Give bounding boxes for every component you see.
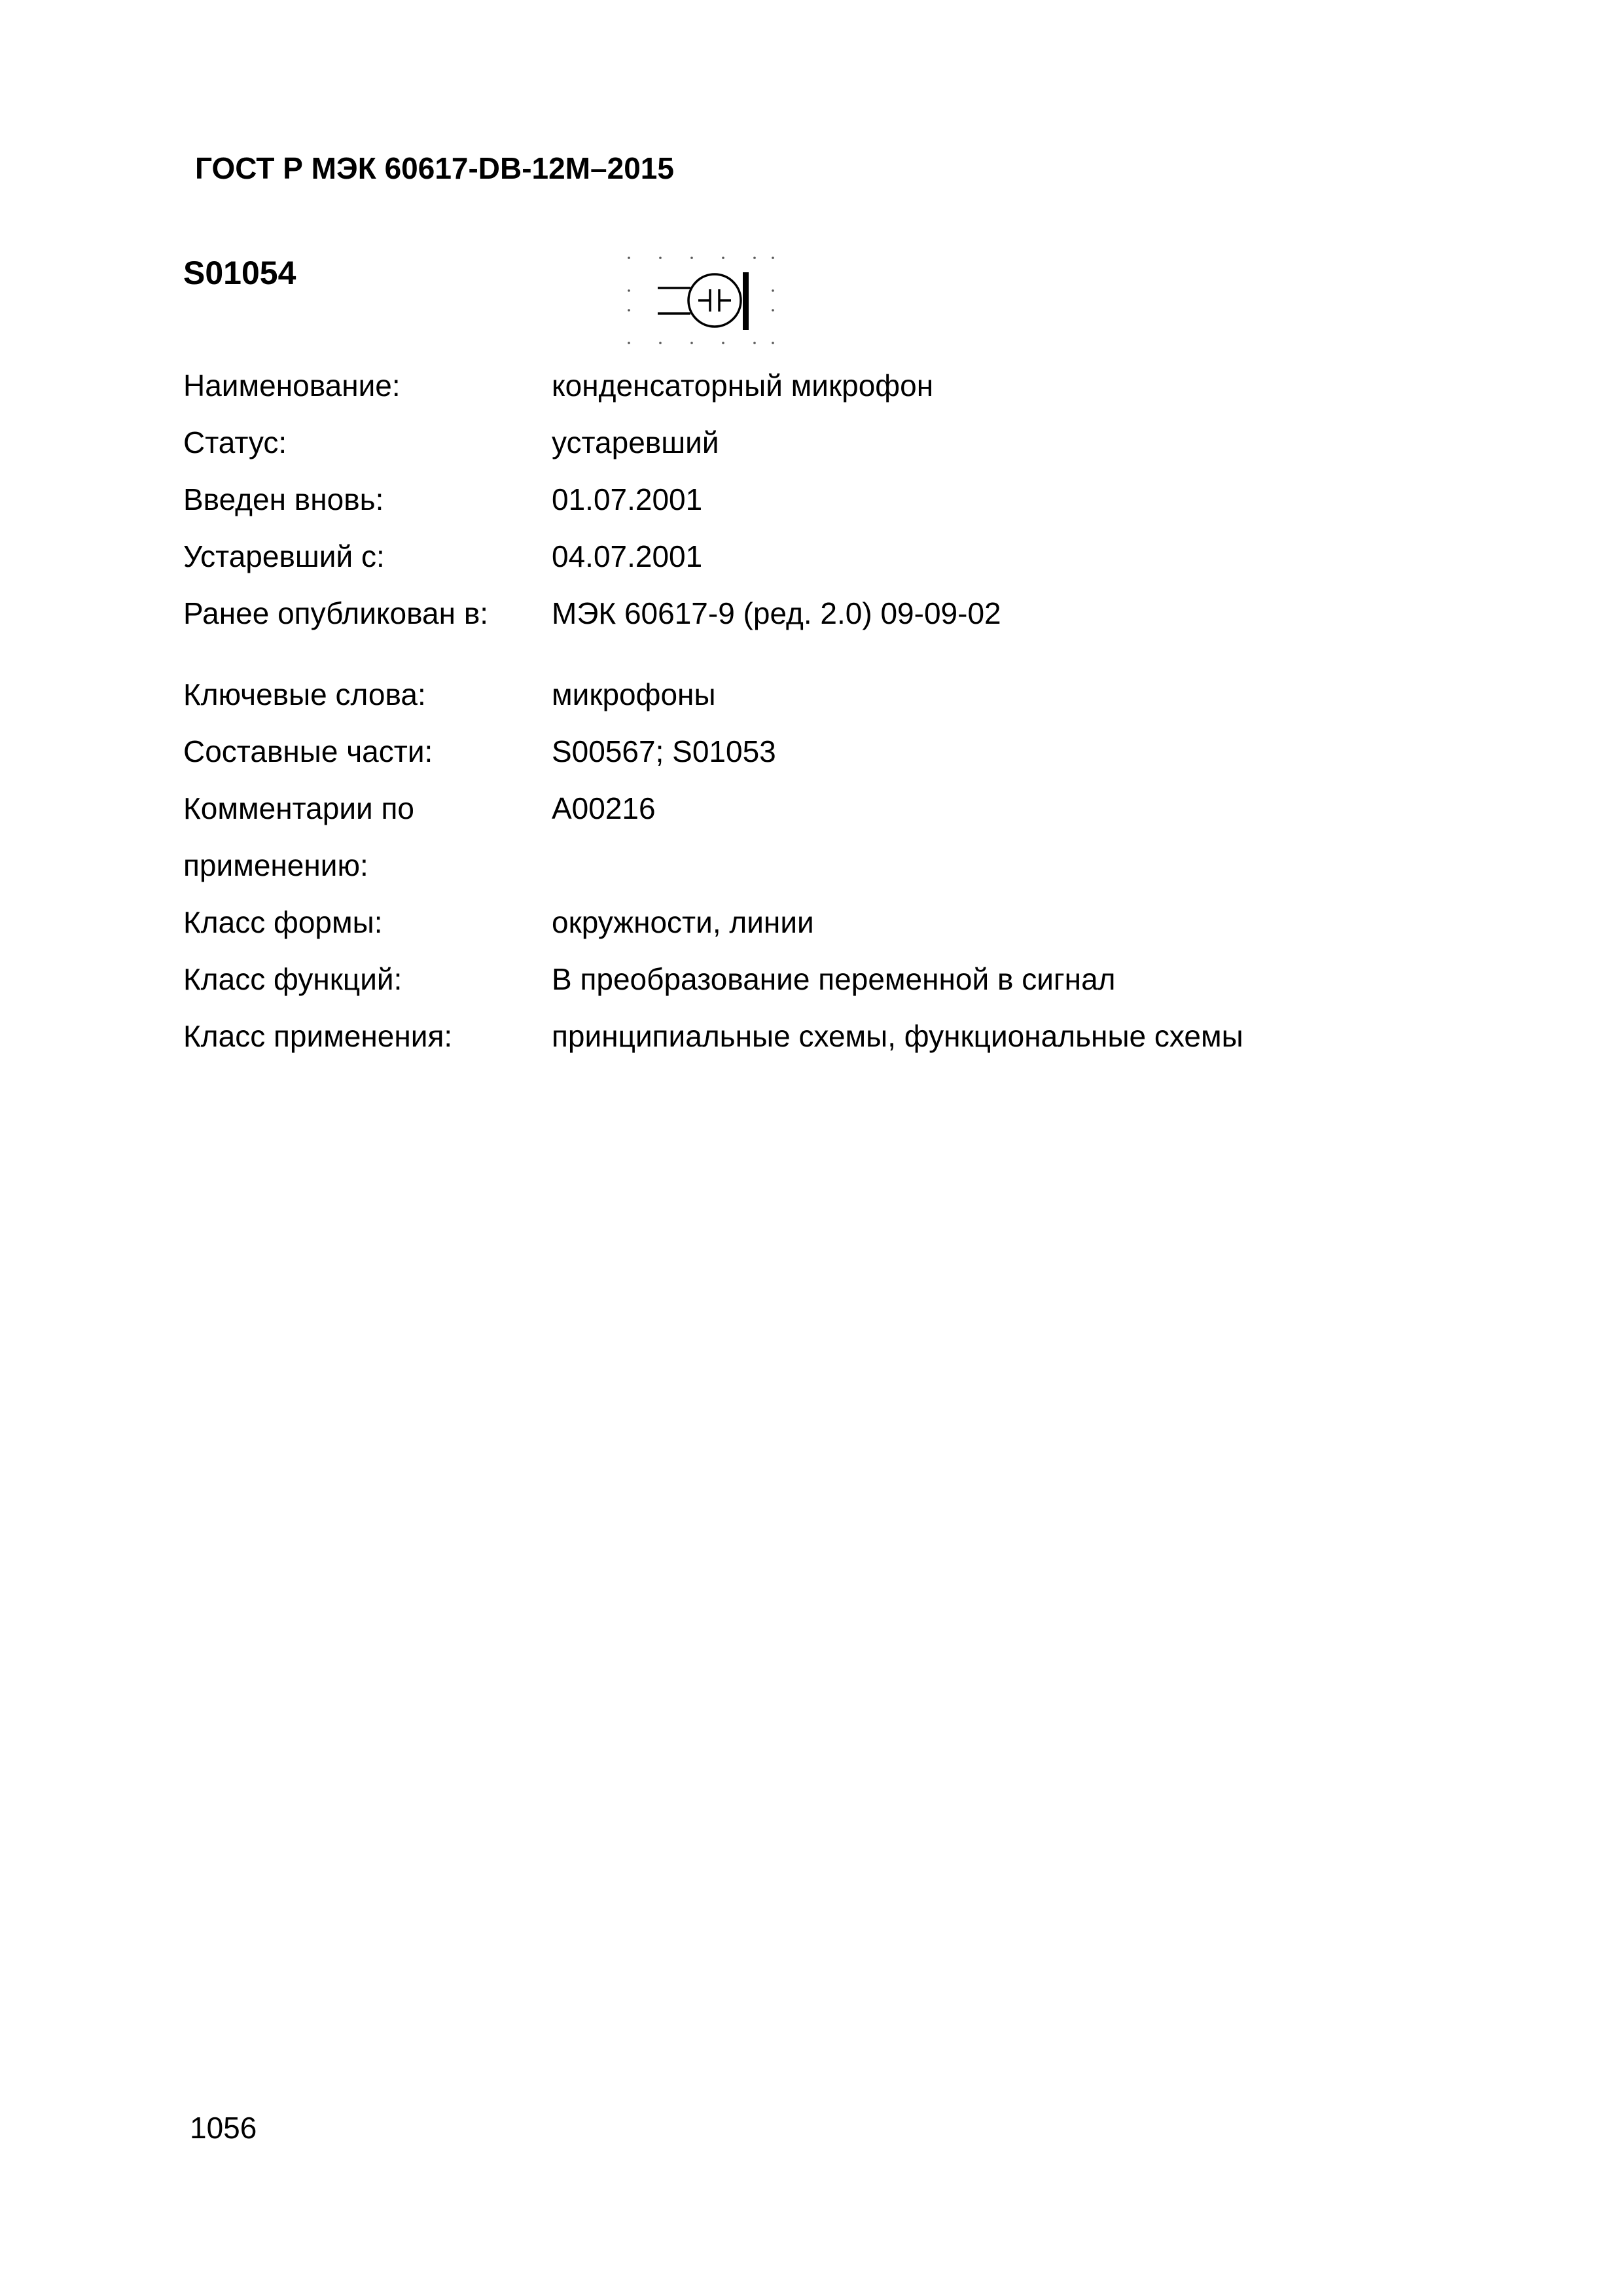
field-label: Класс формы: — [183, 905, 383, 939]
field-value: 01.07.2001 — [552, 482, 703, 516]
field-label: Введен вновь: — [183, 482, 384, 516]
field-label: Ключевые слова: — [183, 677, 426, 711]
field-label: Класс функций: — [183, 962, 402, 996]
field-label: Статус: — [183, 425, 287, 459]
field-value: конденсаторный микрофон — [552, 368, 934, 403]
field-value: микрофоны — [552, 677, 716, 711]
page-number: 1056 — [190, 2111, 257, 2145]
field-label: Класс применения: — [183, 1019, 453, 1053]
document-standard-title: ГОСТ Р МЭК 60617-DB-12М–2015 — [195, 151, 674, 185]
field-value: В преобразование переменной в сигнал — [552, 962, 1116, 996]
field-value: МЭК 60617-9 (ред. 2.0) 09-09-02 — [552, 596, 1001, 630]
field-label: Комментарии по применению: — [183, 791, 414, 882]
field-value: 04.07.2001 — [552, 539, 703, 573]
field-value: A00216 — [552, 791, 656, 825]
field-label: Наименование: — [183, 368, 401, 403]
field-value: устаревший — [552, 425, 719, 459]
field-value: принципиальные схемы, функциональные схемы — [552, 1019, 1243, 1053]
field-value: S00567; S01053 — [552, 734, 776, 768]
field-label: Ранее опубликован в: — [183, 596, 489, 630]
field-label: Устаревший с: — [183, 539, 385, 573]
symbol-code: S01054 — [183, 255, 296, 291]
field-label: Составные части: — [183, 734, 433, 768]
field-value: окружности, линии — [552, 905, 814, 939]
